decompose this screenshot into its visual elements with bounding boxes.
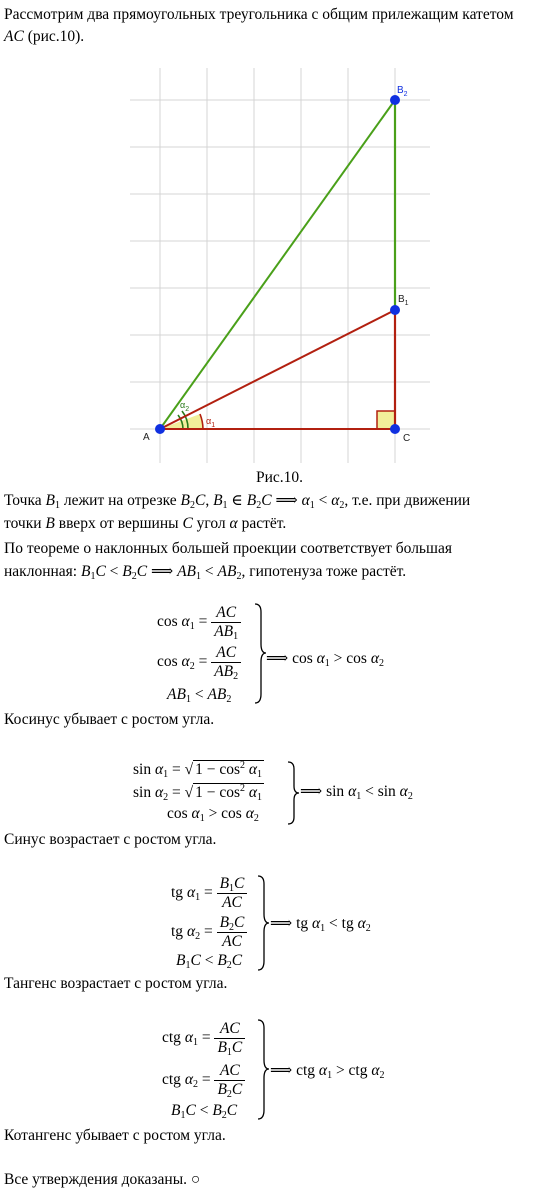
var-ac: AC bbox=[4, 28, 24, 45]
figure-caption: Рис.10. bbox=[256, 469, 304, 486]
tg-conclusion: Тангенс возрастает с ростом угла. bbox=[4, 975, 228, 992]
ctg-brace bbox=[256, 1018, 270, 1121]
label-alpha2: $\alpha_2$ bbox=[180, 400, 190, 413]
figure-10 bbox=[130, 68, 430, 463]
intro-ref: (рис.10). bbox=[23, 28, 85, 45]
sin-conclusion: Синус возрастает с ростом угла. bbox=[4, 831, 217, 848]
cos-brace bbox=[253, 602, 267, 705]
point-b1 bbox=[390, 305, 400, 315]
intro-line-1: Рассмотрим два прямоугольных треугольника с общим прилежащим катетом bbox=[4, 6, 514, 23]
ctg-conclusion: Котангенс убывает с ростом угла. bbox=[4, 1127, 226, 1144]
para1-line-1: Точка $B_1$ лежит на отрезке $B_2C$, $B_1$ ∈ $B_2C$ ⟹ $\alpha_1 < \alpha_2$, т.е. при движении bbox=[4, 492, 471, 511]
label-alpha1: $\alpha_1$ bbox=[206, 416, 216, 429]
segment-ab2 bbox=[160, 100, 395, 429]
intro-line-2 bbox=[4, 25, 84, 48]
cos-system: $\cos \alpha_1$ = $\frac{AC}{AB_1}$ $\cos \alpha_2$ = $\frac{AC}{AB_2}$ $AB_1 < AB_2$ ⟹ $\cos \alpha_1 > \cos \alpha_2$ bbox=[157, 604, 384, 705]
point-a bbox=[155, 424, 165, 434]
point-b2 bbox=[390, 95, 400, 105]
sin-system: $\sin \alpha_1$ = √ $1 - \cos^2 \alpha_1$ $\sin \alpha_2$ = √ $1 - \cos^2 \alpha_1$ $\cos \alpha_1 > \cos \alpha_2$ ⟹ $\sin \alpha_1 < \sin \alpha_2$ bbox=[133, 760, 413, 824]
sin-brace bbox=[286, 760, 300, 826]
para1-line-2: точки B вверх от вершины C угол α растёт. bbox=[4, 515, 287, 532]
para2-line-2: наклонная: $B_1C < B_2C$ ⟹ $AB_1 < AB_2$, гипотенуза тоже растёт. bbox=[4, 563, 407, 582]
final-statement: Все утверждения доказаны. ○ bbox=[4, 1171, 201, 1188]
segment-ab1 bbox=[160, 310, 395, 429]
ctg-system: ctg $\alpha_1$ = $\frac{AC}{B_1C}$ ctg $\alpha_2$ = $\frac{AC}{B_2C}$ $B_1C < B_2C$ ⟹ ctg $\alpha_1$ > ctg $\alpha_2$ bbox=[162, 1020, 385, 1121]
label-c: C bbox=[403, 433, 411, 444]
para2-line-1: По теореме о наклонных большей проекции соответствует большая bbox=[4, 540, 452, 557]
label-a: A bbox=[143, 432, 150, 443]
label-b1: $B_1$ bbox=[398, 294, 409, 307]
point-c bbox=[390, 424, 400, 434]
cos-conclusion: Косинус убывает с ростом угла. bbox=[4, 711, 215, 728]
tg-brace bbox=[256, 874, 270, 972]
label-b2: $B_2$ bbox=[397, 85, 408, 98]
grid bbox=[130, 68, 430, 463]
tg-system: tg $\alpha_1$ = $\frac{B_1C}{AC}$ tg $\alpha_2$ = $\frac{B_2C}{AC}$ $B_1C < B_2C$ ⟹ tg $\alpha_1$ < tg $\alpha_2$ bbox=[171, 875, 371, 971]
